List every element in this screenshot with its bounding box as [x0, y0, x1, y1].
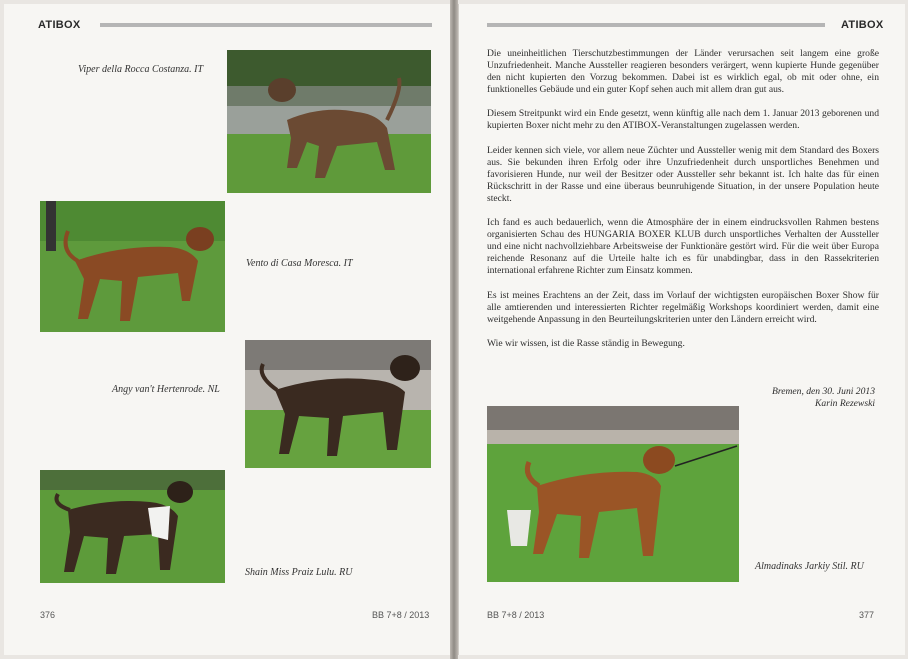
- caption-viper: Viper della Rocca Costanza. IT: [78, 64, 204, 75]
- caption-almadinaks: Almadinaks Jarkiy Stil. RU: [755, 561, 864, 572]
- left-issue-label: BB 7+8 / 2013: [372, 610, 430, 620]
- right-issue-label: BB 7+8 / 2013: [487, 610, 545, 620]
- caption-vento: Vento di Casa Moresca. IT: [246, 258, 353, 269]
- article-paragraph-1: Die uneinheitlichen Tierschutzbestimmungen der Länder verursachen seit langem eine große Unzufriedenheit. Manche Aussteller reagieren besonders verärgert, wenn kupierte Hunde gegenüber den nicht kupierten den Vorzug bekommen. Dabei ist es wirklich egal, ob mit oder ohne, ein funktionelles Gebäude und ein guter Kopf sehen auch mit allem dran gut aus.: [487, 48, 879, 96]
- article-paragraph-4: Ich fand es auch bedauerlich, wenn die Atmosphäre der in einem eindrucksvollen Rahmen bestens organisierten Schau des HUNGARIA BOXER KLUB durch unsportliches Verhalten der Aussteller und eine nicht nachvollziehbare Arbeitsweise der Funktionäre gestört wird. Für die weit über Europa reichende Resonanz auf die Urteile halte ich es für unabdingbar, dass in den Rassekriterien international erfahrene Richter zum Einsatz kommen.: [487, 217, 879, 277]
- article-paragraph-5: Es ist meines Erachtens an der Zeit, dass im Vorlauf der wichtigsten europäischen Boxer Show für alle amtierenden und interessierten Richter regelmäßig Workshops koordiniert werden, damit eine weitgehende Anpassung in den Beurteilungskriterien unter den Ländern erreicht wird.: [487, 289, 879, 325]
- caption-angy: Angy van't Hertenrode. NL: [112, 384, 220, 395]
- right-page-number: 377: [859, 610, 875, 620]
- signature-author: Karin Rezewski: [815, 398, 875, 410]
- article-paragraph-2: Diesem Streitpunkt wird ein Ende gesetzt, wenn künftig alle nach dem 1. Januar 2013 geborenen und kupierten Boxer nicht mehr zu den ATIBOX-Veranstaltungen zugelassen werden.: [487, 108, 879, 132]
- photo-viper: [227, 50, 431, 193]
- left-page: [4, 4, 451, 655]
- right-page: [458, 4, 905, 655]
- photo-shain: [40, 470, 225, 583]
- signature-place-date: Bremen, den 30. Juni 2013: [771, 386, 875, 397]
- caption-shain: Shain Miss Praiz Lulu. RU: [245, 567, 353, 578]
- photo-angy: [245, 340, 431, 468]
- left-page-number: 376: [40, 610, 56, 620]
- photo-vento: [40, 201, 225, 332]
- left-header-brand: ATIBOX: [38, 19, 81, 31]
- right-header-brand: ATIBOX: [841, 19, 884, 31]
- article-paragraph-6: Wie wir wissen, ist die Rasse ständig in Bewegung.: [487, 337, 685, 349]
- photo-almadinaks: [487, 406, 739, 582]
- book-spine: [450, 0, 458, 659]
- right-header-rule: [487, 23, 825, 27]
- article-body: [487, 48, 879, 362]
- article-paragraph-3: Leider kennen sich viele, vor allem neue Züchter und Aussteller wenig mit dem Standard des Boxers aus. Sie bekunden ihren Erfolg oder ihre Unzufriedenheit durch unsportliches Benehmen und favorisieren Hunde, nur weil der Besitzer oder Aussteller sehr bekannt ist. Ich halte das für einen Rückschritt in der Rasse und eine überaus beunruhigende Situation, in der unsere Population heute steckt.: [487, 144, 879, 204]
- left-header-rule: [100, 23, 432, 27]
- article-signature: [772, 386, 875, 410]
